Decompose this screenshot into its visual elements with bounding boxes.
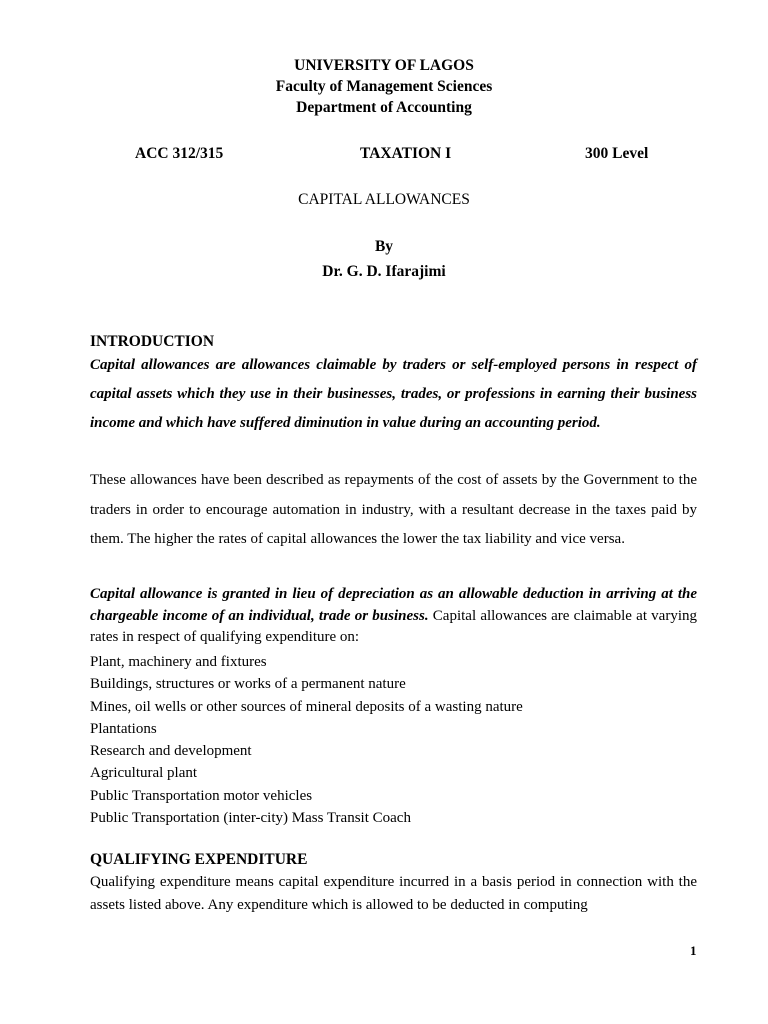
university-name: UNIVERSITY OF LAGOS — [294, 57, 474, 74]
list-item: Mines, oil wells or other sources of mineral deposits of a wasting nature — [90, 698, 523, 715]
course-code: ACC 312/315 — [135, 145, 224, 162]
list-item: Public Transportation (inter-city) Mass Transit Coach — [90, 810, 411, 827]
qualifying-expenditure-heading: QUALIFYING EXPENDITURE — [90, 851, 308, 868]
granted-paragraph — [90, 584, 697, 649]
introduction-heading: INTRODUCTION — [90, 333, 215, 350]
list-item: Agricultural plant — [90, 765, 198, 782]
topic-title: CAPITAL ALLOWANCES — [298, 191, 470, 208]
granted-emphasis: Capital allowance is granted in lieu of depreciation as an allowable deduction in arriving at the chargeable income of an individual, trade or business. — [90, 586, 697, 624]
list-item: Plant, machinery and fixtures — [90, 654, 267, 670]
course-title: TAXATION I — [360, 145, 452, 162]
capital-allowance-definition: Capital allowances are allowances claimable by traders or self-employed persons in respect of capital assets which they use in their businesses, trades, or professions in earning their business income and which have suffered diminution in value during an accounting period. — [90, 357, 697, 431]
qualifying-assets-list — [90, 651, 523, 829]
faculty-name: Faculty of Management Sciences — [275, 78, 493, 95]
course-level: 300 Level — [585, 145, 649, 162]
granted-rest: Capital allowances are claimable at varying rates in respect of qualifying expenditure on: — [90, 607, 698, 645]
list-item: Buildings, structures or works of a permanent nature — [90, 676, 406, 693]
qualifying-expenditure-text: Qualifying expenditure means capital expenditure incurred in a basis period in connection with the assets listed above. Any expenditure which is allowed to be deducted in computing — [90, 874, 697, 913]
page-number: 1 — [690, 943, 697, 958]
department-name: Department of Accounting — [296, 99, 472, 116]
list-item: Research and development — [90, 743, 252, 760]
list-item: Public Transportation motor vehicles — [90, 787, 313, 804]
list-item: Plantations — [90, 720, 157, 737]
author-by: By — [374, 238, 394, 255]
allowances-description: These allowances have been described as repayments of the cost of assets by the Government to the traders in order to encourage automation in industry, with a resultant decrease in the taxes paid by them. The higher the rates of capital allowances the lower the tax liability and vice versa. — [90, 472, 697, 547]
author-name: Dr. G. D. Ifarajimi — [322, 263, 446, 280]
